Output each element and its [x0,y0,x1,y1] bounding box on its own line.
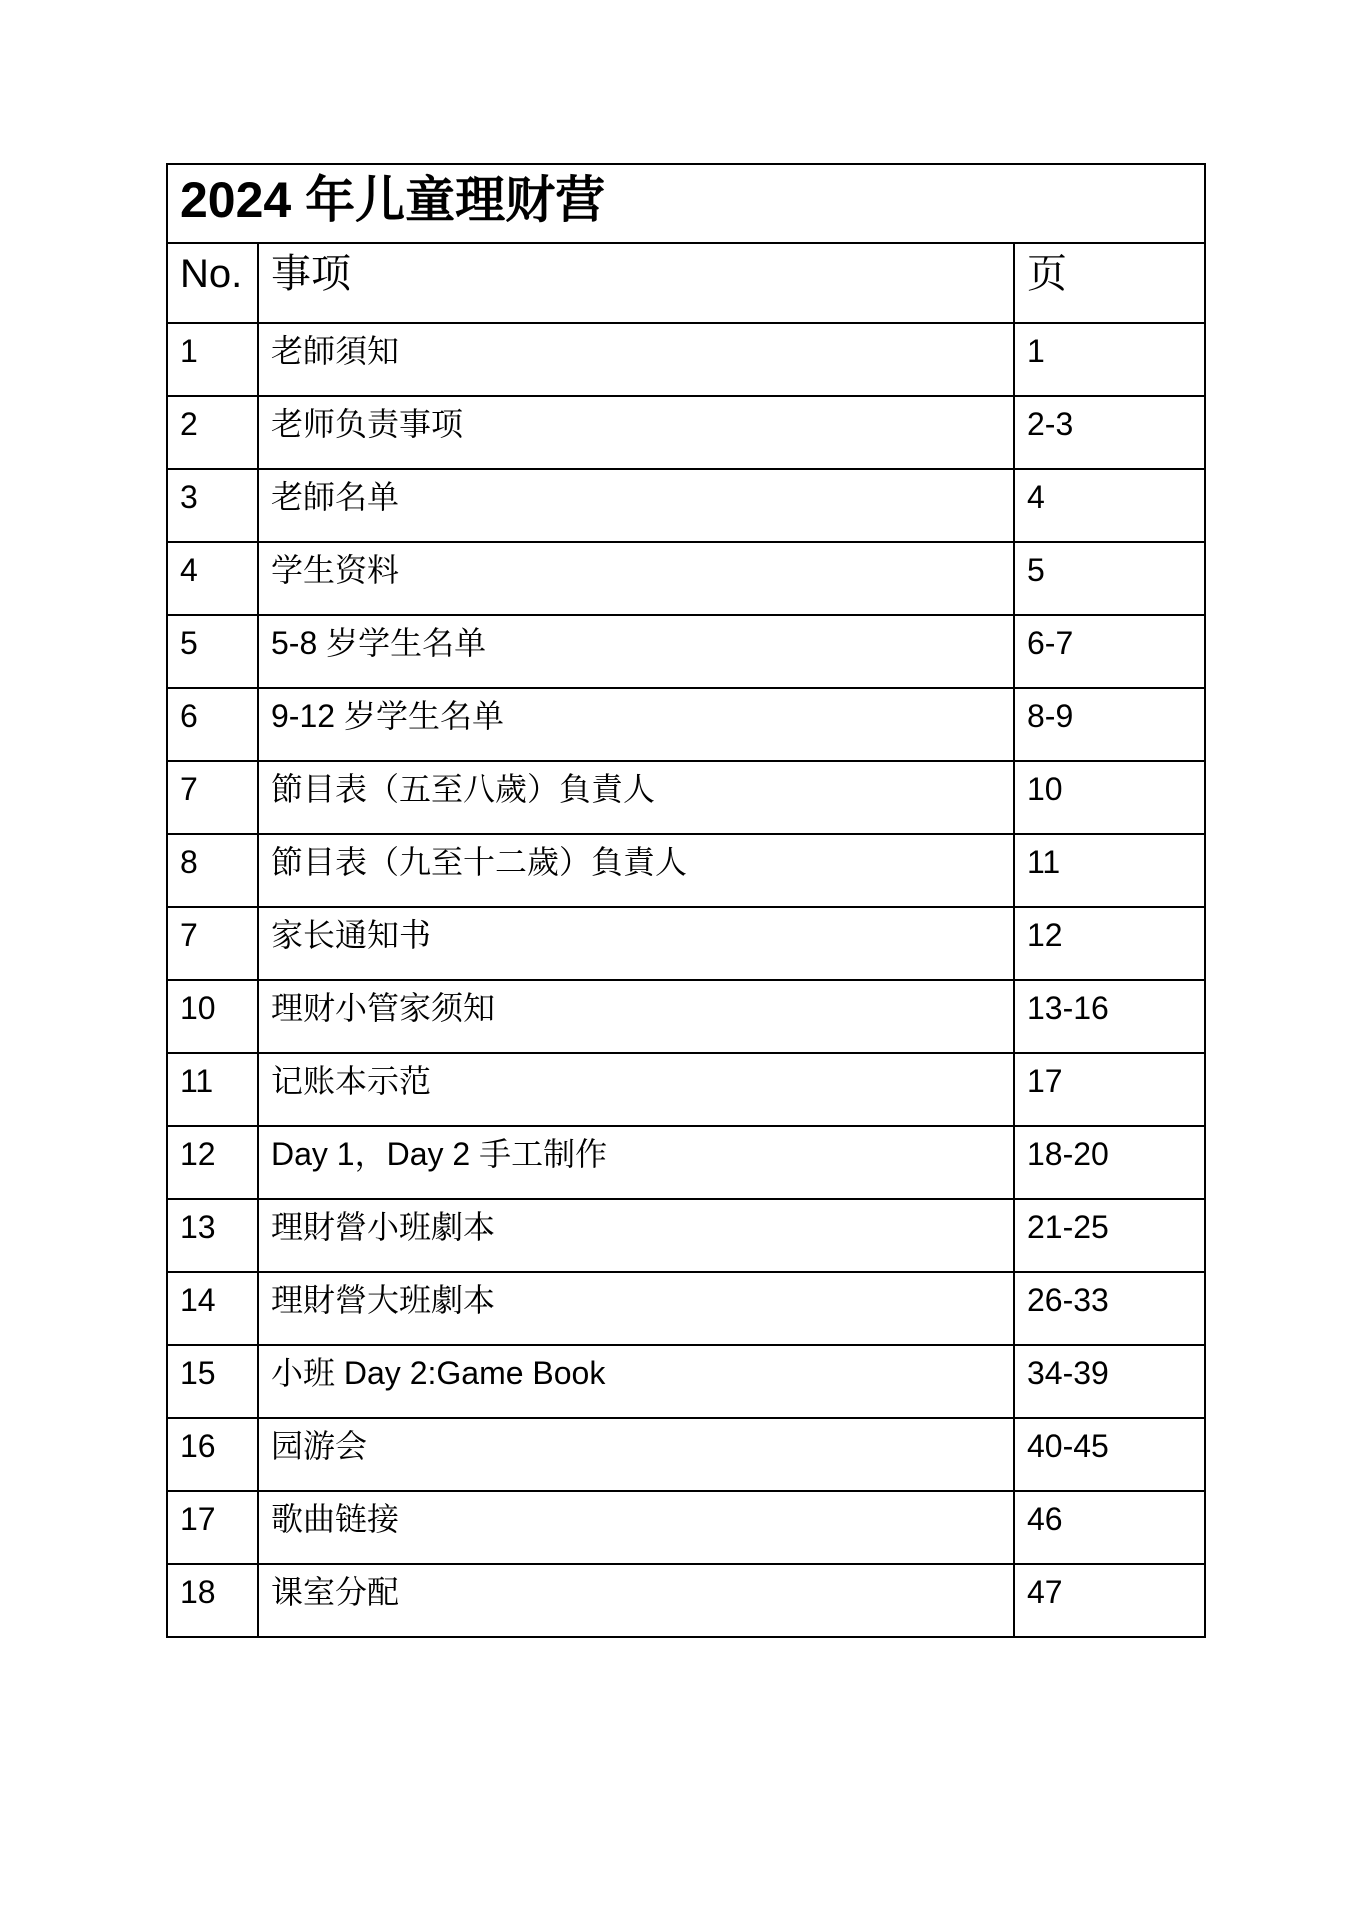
table-row [167,1272,1205,1345]
table-row [167,469,1205,542]
row-item: 课室分配 [258,1564,1014,1637]
row-item: 理財營大班劇本 [258,1272,1014,1345]
row-page: 26-33 [1014,1272,1205,1345]
table-row [167,834,1205,907]
row-item: 節目表（五至八歲）負責人 [258,761,1014,834]
row-number: 10 [167,980,258,1053]
table-row [167,1564,1205,1637]
table-row [167,1199,1205,1272]
row-page: 1 [1014,323,1205,396]
row-number: 14 [167,1272,258,1345]
row-number: 8 [167,834,258,907]
row-item: Day 1，Day 2 手工制作 [258,1126,1014,1199]
row-page: 8-9 [1014,688,1205,761]
row-number: 6 [167,688,258,761]
table-row [167,615,1205,688]
row-number: 18 [167,1564,258,1637]
table-row [167,907,1205,980]
row-number: 13 [167,1199,258,1272]
table-of-contents [166,163,1206,1638]
row-page: 18-20 [1014,1126,1205,1199]
table-row [167,323,1205,396]
row-item: 節目表（九至十二歲）負責人 [258,834,1014,907]
row-page: 6-7 [1014,615,1205,688]
table-row [167,542,1205,615]
column-header-page: 页 [1014,243,1205,323]
row-number: 15 [167,1345,258,1418]
row-item: 记账本示范 [258,1053,1014,1126]
row-number: 7 [167,907,258,980]
row-item: 学生资料 [258,542,1014,615]
title-row [167,164,1205,243]
row-number: 5 [167,615,258,688]
row-number: 3 [167,469,258,542]
row-number: 17 [167,1491,258,1564]
row-item: 5-8 岁学生名单 [258,615,1014,688]
row-page: 34-39 [1014,1345,1205,1418]
document-title: 2024 年儿童理财营 [167,164,1205,243]
row-item: 家长通知书 [258,907,1014,980]
row-item: 老師須知 [258,323,1014,396]
table-row [167,396,1205,469]
row-item: 老師名单 [258,469,1014,542]
table-row [167,1126,1205,1199]
row-number: 16 [167,1418,258,1491]
row-page: 47 [1014,1564,1205,1637]
table-row [167,1345,1205,1418]
row-page: 11 [1014,834,1205,907]
row-page: 21-25 [1014,1199,1205,1272]
table-row [167,1053,1205,1126]
row-page: 4 [1014,469,1205,542]
row-number: 12 [167,1126,258,1199]
table-row [167,980,1205,1053]
table-row [167,688,1205,761]
column-header-item: 事项 [258,243,1014,323]
row-page: 40-45 [1014,1418,1205,1491]
row-number: 7 [167,761,258,834]
row-number: 2 [167,396,258,469]
row-item: 园游会 [258,1418,1014,1491]
table-row [167,1491,1205,1564]
row-item: 老师负责事项 [258,396,1014,469]
table-row [167,761,1205,834]
column-header-no: No. [167,243,258,323]
row-item: 理财小管家须知 [258,980,1014,1053]
row-page: 2-3 [1014,396,1205,469]
table-row [167,1418,1205,1491]
row-page: 13-16 [1014,980,1205,1053]
row-number: 1 [167,323,258,396]
row-page: 5 [1014,542,1205,615]
row-item: 理財營小班劇本 [258,1199,1014,1272]
row-item: 歌曲链接 [258,1491,1014,1564]
row-number: 4 [167,542,258,615]
row-page: 17 [1014,1053,1205,1126]
row-page: 12 [1014,907,1205,980]
row-item: 9-12 岁学生名单 [258,688,1014,761]
row-item: 小班 Day 2:Game Book [258,1345,1014,1418]
row-page: 46 [1014,1491,1205,1564]
row-number: 11 [167,1053,258,1126]
header-row [167,243,1205,323]
row-page: 10 [1014,761,1205,834]
